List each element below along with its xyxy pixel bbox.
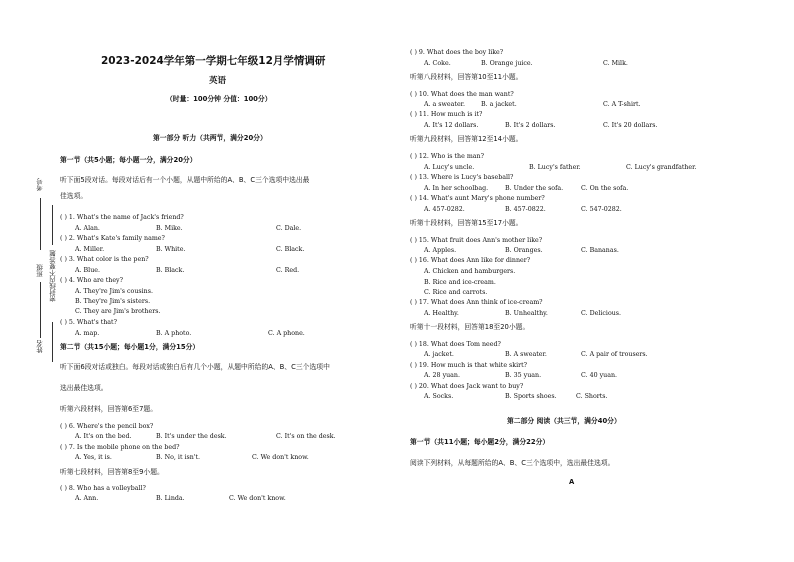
part1-heading: 第一部分 听力（共两节，满分20分） <box>153 134 267 142</box>
q7-a: A. Yes, it is. <box>75 454 112 461</box>
q19-b: B. 35 yuan. <box>505 372 542 379</box>
q16-stem: ( ) 16. What does Ann like for dinner? <box>410 257 531 264</box>
q20-stem: ( ) 20. What does Jack want to buy? <box>410 383 524 390</box>
q10-c: C. A T-shirt. <box>603 101 641 108</box>
reading-instruction: 阅读下列材料，从每题所给的A、B、C三个选项中，选出最佳选项。 <box>410 459 615 467</box>
q15-stem: ( ) 15. What fruit does Ann's mother like? <box>410 237 543 244</box>
q19-a: A. 28 yuan. <box>424 372 460 379</box>
q12-stem: ( ) 12. Who is the man? <box>410 153 484 160</box>
exam-no-line <box>40 198 41 250</box>
q6-b: B. It's under the desk. <box>156 433 227 440</box>
q15-a: A. Apples. <box>424 247 457 254</box>
name-label: 姓名 <box>36 340 44 353</box>
sec1-heading: 第一节（共5小题；每小题一分，满分20分） <box>60 156 197 164</box>
q13-c: C. On the sofa. <box>581 185 629 192</box>
seal-line-bottom <box>52 322 53 362</box>
q2-b: B. White. <box>156 246 186 253</box>
q1-b: B. Mike. <box>156 225 183 232</box>
q10-stem: ( ) 10. What does the man want? <box>410 91 514 98</box>
q9-stem: ( ) 9. What does the boy like? <box>410 49 504 56</box>
q14-stem: ( ) 14. What's aunt Mary's phone number? <box>410 195 545 202</box>
q14-a: A. 457-0282. <box>424 206 465 213</box>
q8-stem: ( ) 8. Who has a volleyball? <box>60 485 146 492</box>
q18-c: C. A pair of trousers. <box>581 351 648 358</box>
q4-a: A. They're Jim's cousins. <box>75 288 153 295</box>
q7-c: C. We don't know. <box>252 454 309 461</box>
q8-b: B. Linda. <box>156 495 185 502</box>
q19-c: C. 40 yuan. <box>581 372 618 379</box>
q16-c: C. Rice and carrots. <box>424 289 488 296</box>
class-line <box>40 282 41 338</box>
listen-7: 听第七段材料，回答第8至9小题。 <box>60 468 164 476</box>
q15-c: C. Bananas. <box>581 247 619 254</box>
q19-stem: ( ) 19. How much is that white skirt? <box>410 362 528 369</box>
sec2-instruction-1: 听下面6段对话或独白。每段对话或独白后有几个小题，从题中所给的A、B、C三个选项中 <box>60 363 330 371</box>
q5-a: A. map. <box>75 330 100 337</box>
seal-text: 密封线内不要答题 <box>49 250 57 302</box>
q18-stem: ( ) 18. What does Tom need? <box>410 341 501 348</box>
q15-b: B. Oranges. <box>505 247 543 254</box>
time-score: （时量：100分钟 分值：100分） <box>166 95 272 103</box>
q2-a: A. Miller. <box>75 246 105 253</box>
q14-c: C. 547-0282. <box>581 206 622 213</box>
q10-b: B. a jacket. <box>481 101 517 108</box>
q11-a: A. It's 12 dollars. <box>424 122 479 129</box>
q6-c: C. It's on the desk. <box>276 433 336 440</box>
part2-heading: 第二部分 阅读（共三节，满分40分） <box>507 417 621 425</box>
q7-b: B. No, it isn't. <box>156 454 201 461</box>
q5-b: B. A photo. <box>156 330 192 337</box>
q16-b: B. Rice and ice-cream. <box>424 279 496 286</box>
subject-title: 英语 <box>209 76 227 86</box>
q6-stem: ( ) 6. Where's the pencil box? <box>60 423 154 430</box>
q8-c: C. We don't know. <box>229 495 286 502</box>
listen-8: 听第八段材料，回答第10至11小题。 <box>410 73 523 81</box>
q17-stem: ( ) 17. What does Ann think of ice-cream? <box>410 299 543 306</box>
q17-c: C. Delicious. <box>581 310 622 317</box>
seal-line-top <box>52 205 53 245</box>
q12-a: A. Lucy's uncle. <box>424 164 475 171</box>
q3-b: B. Black. <box>156 267 185 274</box>
passage-a-marker: A <box>569 478 575 486</box>
listen-10: 听第十段材料，回答第15至17小题。 <box>410 219 523 227</box>
q9-a: A. Coke. <box>424 60 451 67</box>
q11-stem: ( ) 11. How much is it? <box>410 111 483 118</box>
q18-b: B. A sweater. <box>505 351 547 358</box>
q1-c: C. Dale. <box>276 225 302 232</box>
q7-stem: ( ) 7. Is the mobile phone on the bed? <box>60 444 180 451</box>
q13-stem: ( ) 13. Where is Lucy's baseball? <box>410 174 514 181</box>
q4-b: B. They're Jim's sisters. <box>75 298 151 305</box>
q1-a: A. Alan. <box>75 225 100 232</box>
q9-c: C. Milk. <box>603 60 628 67</box>
q1-stem: ( ) 1. What's the name of Jack's friend? <box>60 214 184 221</box>
q14-b: B. 457-0822. <box>505 206 546 213</box>
q5-c: C. A phone. <box>268 330 305 337</box>
q9-b: B. Orange juice. <box>481 60 533 67</box>
q4-c: C. They are Jim's brothers. <box>75 308 161 315</box>
q3-a: A. Blue. <box>75 267 100 274</box>
exam-no-label: 考号 <box>36 178 44 191</box>
q2-c: C. Black. <box>276 246 305 253</box>
q16-a: A. Chicken and hamburgers. <box>424 268 516 275</box>
reading-sec1-heading: 第一节（共11小题；每小题2分，满分22分） <box>410 438 550 446</box>
q8-a: A. Ann. <box>75 495 99 502</box>
sec1-instruction-2: 佳选项。 <box>60 192 88 200</box>
sec1-instruction-1: 听下面5段对话。每段对话后有一个小题，从题中所给的A、B、C三个选项中选出最 <box>60 176 310 184</box>
q5-stem: ( ) 5. What's that? <box>60 319 117 326</box>
q6-a: A. It's on the bed. <box>75 433 132 440</box>
listen-6: 听第六段材料，回答第6至7题。 <box>60 405 158 413</box>
q11-b: B. It's 2 dollars. <box>505 122 556 129</box>
q20-c: C. Shorts. <box>576 393 608 400</box>
q3-stem: ( ) 3. What color is the pen? <box>60 256 149 263</box>
q10-a: A. a sweater. <box>424 101 465 108</box>
q18-a: A. jacket. <box>424 351 454 358</box>
q3-c: C. Red. <box>276 267 300 274</box>
sec2-heading: 第二节（共15小题；每小题1分，满分15分） <box>60 343 200 351</box>
q13-b: B. Under the sofa. <box>505 185 564 192</box>
q11-c: C. It's 20 dollars. <box>603 122 658 129</box>
q17-b: B. Unhealthy. <box>505 310 548 317</box>
q17-a: A. Healthy. <box>424 310 459 317</box>
listen-11: 听第十一段材料，回答第18至20小题。 <box>410 323 530 331</box>
q12-b: B. Lucy's father. <box>529 164 581 171</box>
q20-b: B. Sports shoes. <box>505 393 557 400</box>
q4-stem: ( ) 4. Who are they? <box>60 277 123 284</box>
q2-stem: ( ) 2. What's Kate's family name? <box>60 235 165 242</box>
sec2-instruction-2: 选出最佳选项。 <box>60 384 108 392</box>
q12-c: C. Lucy's grandfather. <box>626 164 697 171</box>
page-title: 2023-2024学年第一学期七年级12月学情调研 <box>101 55 326 67</box>
q13-a: A. In her schoolbag. <box>424 185 489 192</box>
class-label: 班级 <box>36 264 44 277</box>
q20-a: A. Socks. <box>424 393 454 400</box>
listen-9: 听第九段材料，回答第12至14小题。 <box>410 135 523 143</box>
